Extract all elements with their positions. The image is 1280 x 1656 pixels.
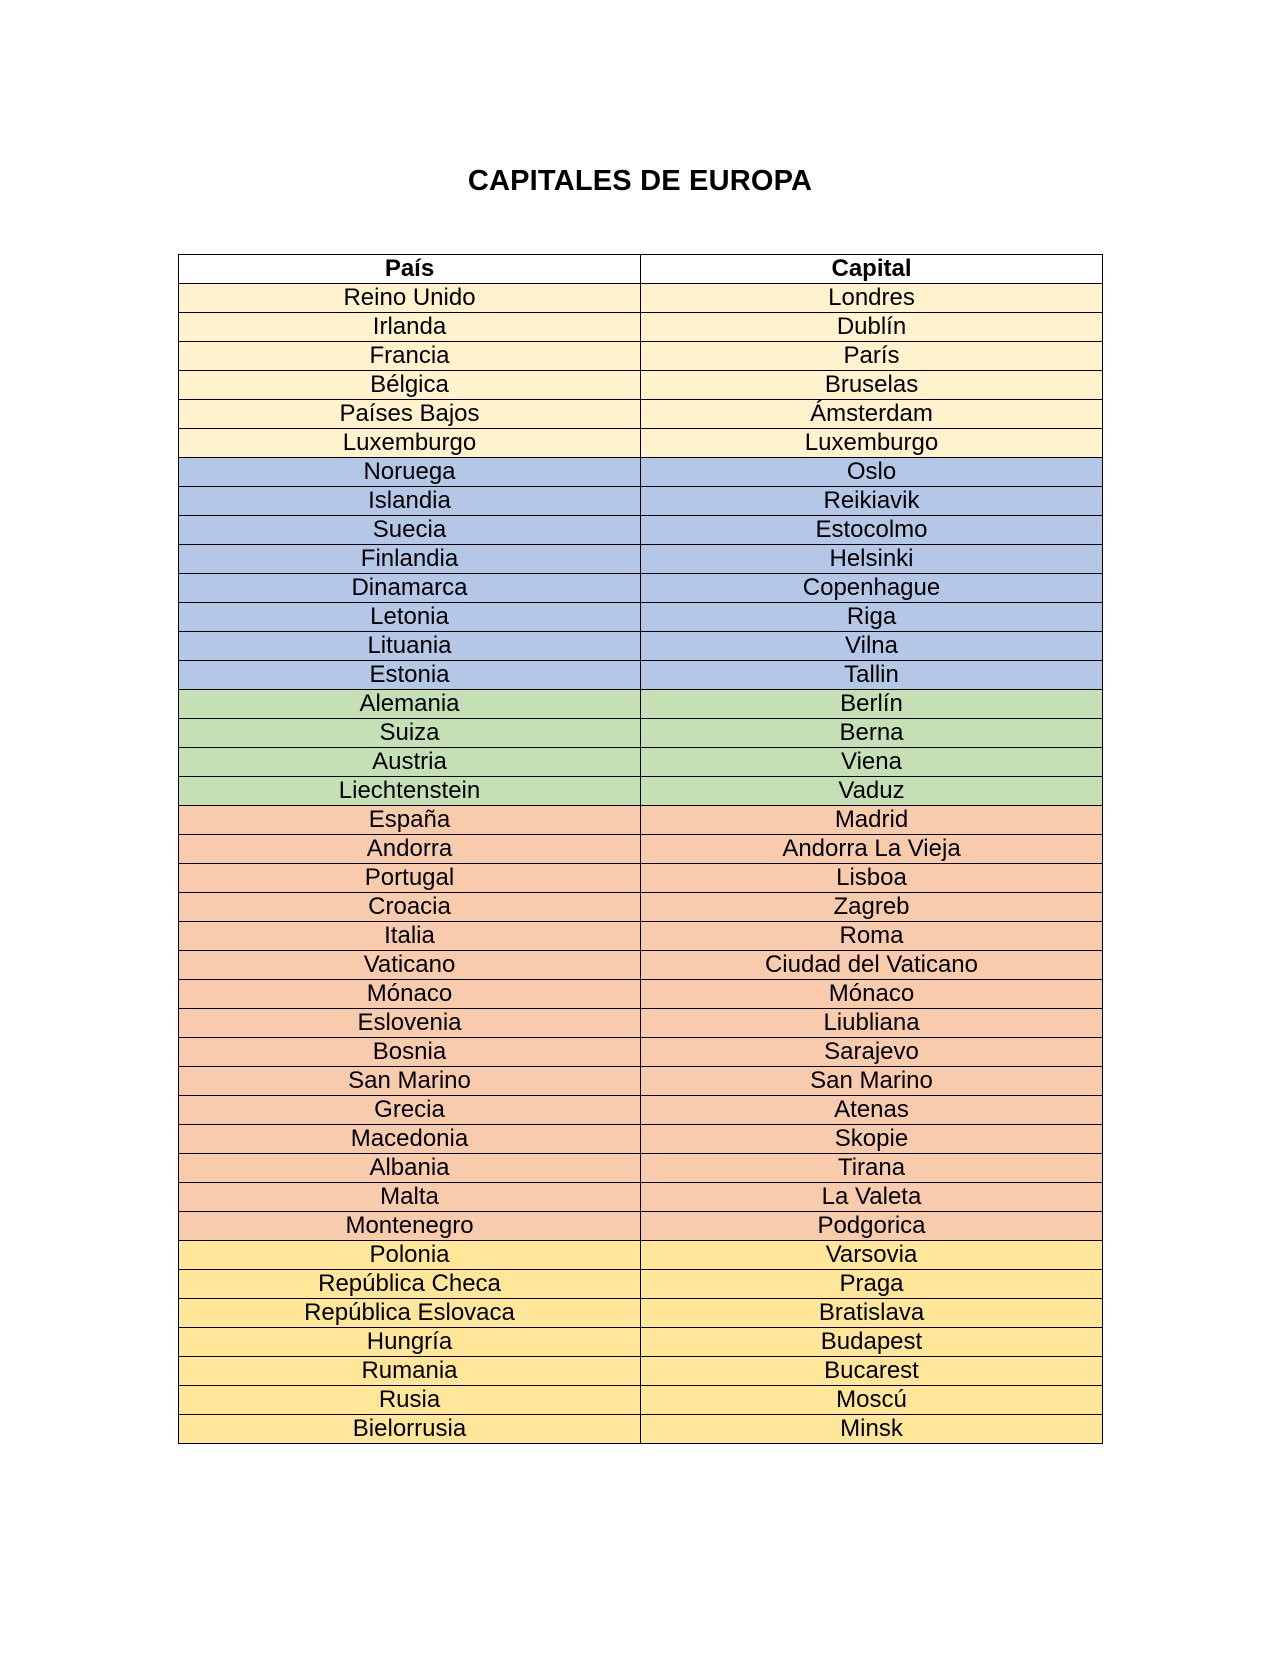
table-header — [179, 255, 1103, 284]
capital-cell: Estocolmo — [641, 516, 1103, 545]
country-cell: Eslovenia — [179, 1009, 641, 1038]
country-cell: Andorra — [179, 835, 641, 864]
table-row — [179, 342, 1103, 371]
table-row — [179, 893, 1103, 922]
country-cell: Albania — [179, 1154, 641, 1183]
table-row — [179, 1212, 1103, 1241]
country-cell: Macedonia — [179, 1125, 641, 1154]
table-body — [179, 284, 1103, 1444]
table-row — [179, 313, 1103, 342]
table-row — [179, 1357, 1103, 1386]
country-cell: Bielorrusia — [179, 1415, 641, 1444]
page-title: CAPITALES DE EUROPA — [467, 165, 813, 198]
country-cell: Estonia — [179, 661, 641, 690]
table-row — [179, 487, 1103, 516]
table-row — [179, 429, 1103, 458]
table-row — [179, 371, 1103, 400]
header-row — [179, 255, 1103, 284]
table-row — [179, 922, 1103, 951]
country-cell: Italia — [179, 922, 641, 951]
country-cell: Islandia — [179, 487, 641, 516]
country-cell: España — [179, 806, 641, 835]
country-cell: Suiza — [179, 719, 641, 748]
country-cell: Malta — [179, 1183, 641, 1212]
table-row — [179, 545, 1103, 574]
table-row — [179, 835, 1103, 864]
table-row — [179, 748, 1103, 777]
table-row — [179, 864, 1103, 893]
table-row — [179, 1067, 1103, 1096]
capital-cell: Berna — [641, 719, 1103, 748]
country-cell: Rusia — [179, 1386, 641, 1415]
capital-cell: Reikiavik — [641, 487, 1103, 516]
table-row — [179, 661, 1103, 690]
table-row — [179, 806, 1103, 835]
table-row — [179, 1125, 1103, 1154]
table-row — [179, 1299, 1103, 1328]
capitals-table — [178, 254, 1103, 1444]
table-row — [179, 1183, 1103, 1212]
capital-cell: Sarajevo — [641, 1038, 1103, 1067]
capital-cell: Bucarest — [641, 1357, 1103, 1386]
country-cell: Irlanda — [179, 313, 641, 342]
country-cell: Croacia — [179, 893, 641, 922]
capital-cell: Ciudad del Vaticano — [641, 951, 1103, 980]
country-cell: Dinamarca — [179, 574, 641, 603]
table-row — [179, 284, 1103, 313]
capital-cell: Riga — [641, 603, 1103, 632]
country-cell: Reino Unido — [179, 284, 641, 313]
table-row — [179, 1009, 1103, 1038]
country-cell: Suecia — [179, 516, 641, 545]
capital-cell: Tirana — [641, 1154, 1103, 1183]
country-cell: Portugal — [179, 864, 641, 893]
capital-cell: Londres — [641, 284, 1103, 313]
country-cell: Liechtenstein — [179, 777, 641, 806]
country-cell: Hungría — [179, 1328, 641, 1357]
table-row — [179, 1328, 1103, 1357]
country-cell: Noruega — [179, 458, 641, 487]
capital-cell: Budapest — [641, 1328, 1103, 1357]
country-cell: Bosnia — [179, 1038, 641, 1067]
capital-cell: Dublín — [641, 313, 1103, 342]
capital-cell: Madrid — [641, 806, 1103, 835]
table-row — [179, 1038, 1103, 1067]
country-cell: Finlandia — [179, 545, 641, 574]
capital-cell: Minsk — [641, 1415, 1103, 1444]
capital-cell: Praga — [641, 1270, 1103, 1299]
capital-cell: Bruselas — [641, 371, 1103, 400]
capital-cell: San Marino — [641, 1067, 1103, 1096]
table-row — [179, 951, 1103, 980]
country-cell: Vaticano — [179, 951, 641, 980]
country-cell: República Eslovaca — [179, 1299, 641, 1328]
table-row — [179, 603, 1103, 632]
table-row — [179, 777, 1103, 806]
capital-cell: Ámsterdam — [641, 400, 1103, 429]
capital-cell: Berlín — [641, 690, 1103, 719]
capital-cell: Tallin — [641, 661, 1103, 690]
capital-cell: Andorra La Vieja — [641, 835, 1103, 864]
country-cell: Letonia — [179, 603, 641, 632]
capital-cell: Vaduz — [641, 777, 1103, 806]
column-header-country: País — [179, 255, 641, 284]
capital-cell: Oslo — [641, 458, 1103, 487]
capital-cell: Roma — [641, 922, 1103, 951]
capital-cell: Helsinki — [641, 545, 1103, 574]
table-row — [179, 400, 1103, 429]
country-cell: Lituania — [179, 632, 641, 661]
capital-cell: Viena — [641, 748, 1103, 777]
capital-cell: Vilna — [641, 632, 1103, 661]
capital-cell: Varsovia — [641, 1241, 1103, 1270]
capital-cell: La Valeta — [641, 1183, 1103, 1212]
country-cell: Alemania — [179, 690, 641, 719]
country-cell: Polonia — [179, 1241, 641, 1270]
capital-cell: Podgorica — [641, 1212, 1103, 1241]
country-cell: Francia — [179, 342, 641, 371]
country-cell: Mónaco — [179, 980, 641, 1009]
table-row — [179, 1096, 1103, 1125]
capital-cell: Moscú — [641, 1386, 1103, 1415]
capital-cell: Zagreb — [641, 893, 1103, 922]
capital-cell: París — [641, 342, 1103, 371]
table-row — [179, 719, 1103, 748]
table-row — [179, 458, 1103, 487]
capital-cell: Atenas — [641, 1096, 1103, 1125]
country-cell: República Checa — [179, 1270, 641, 1299]
capital-cell: Liubliana — [641, 1009, 1103, 1038]
capital-cell: Skopie — [641, 1125, 1103, 1154]
country-cell: Rumania — [179, 1357, 641, 1386]
table-row — [179, 980, 1103, 1009]
country-cell: Montenegro — [179, 1212, 641, 1241]
capital-cell: Luxemburgo — [641, 429, 1103, 458]
country-cell: Austria — [179, 748, 641, 777]
country-cell: Países Bajos — [179, 400, 641, 429]
table-row — [179, 1386, 1103, 1415]
table-row — [179, 690, 1103, 719]
capital-cell: Mónaco — [641, 980, 1103, 1009]
table-row — [179, 1415, 1103, 1444]
table-row — [179, 1154, 1103, 1183]
capital-cell: Lisboa — [641, 864, 1103, 893]
capital-cell: Copenhague — [641, 574, 1103, 603]
country-cell: Luxemburgo — [179, 429, 641, 458]
table-row — [179, 574, 1103, 603]
table-row — [179, 1241, 1103, 1270]
country-cell: Grecia — [179, 1096, 641, 1125]
column-header-capital: Capital — [641, 255, 1103, 284]
table-row — [179, 516, 1103, 545]
country-cell: San Marino — [179, 1067, 641, 1096]
table-row — [179, 1270, 1103, 1299]
table-row — [179, 632, 1103, 661]
capital-cell: Bratislava — [641, 1299, 1103, 1328]
country-cell: Bélgica — [179, 371, 641, 400]
